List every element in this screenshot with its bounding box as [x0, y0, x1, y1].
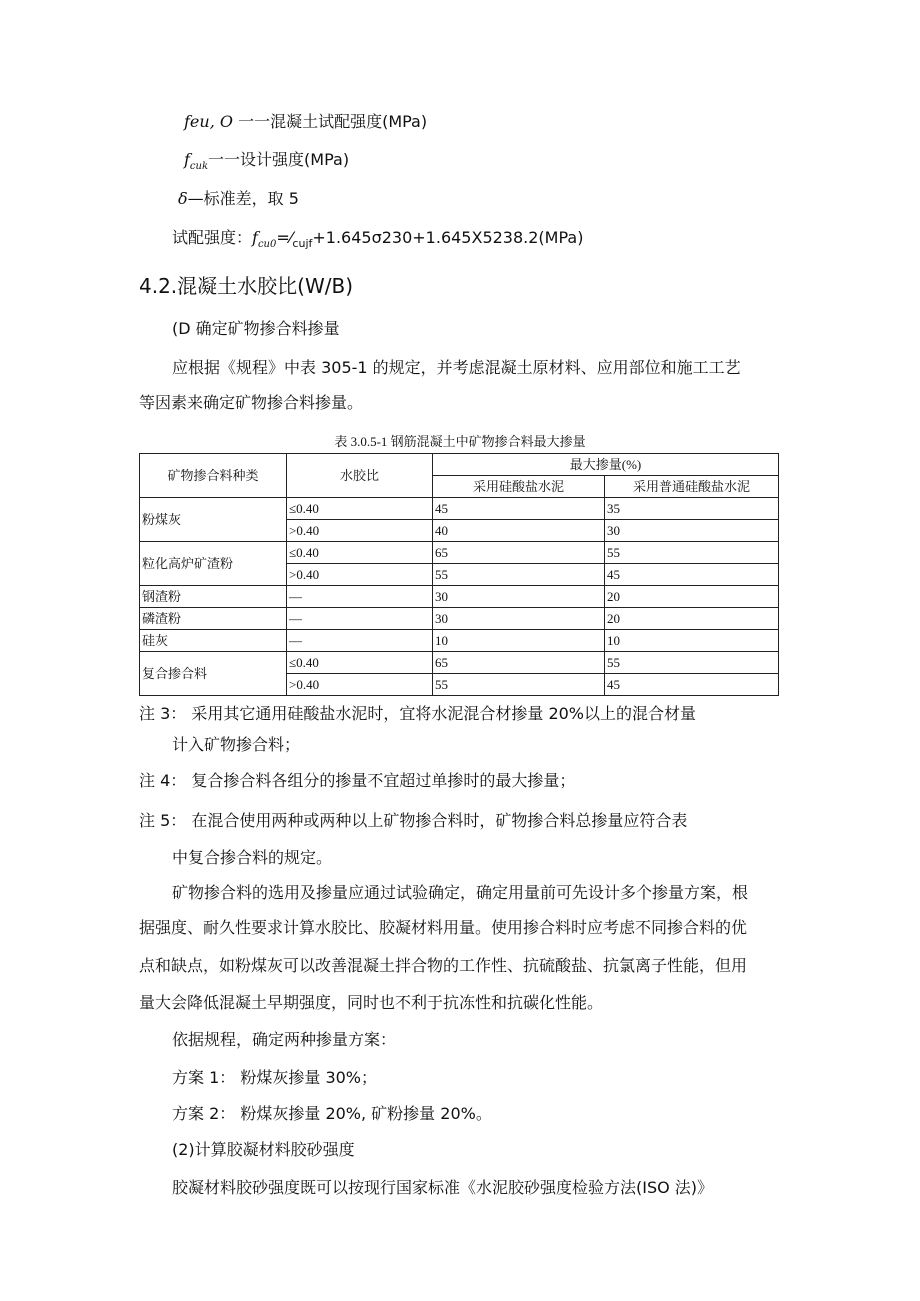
table-cell: >0.40 [287, 674, 433, 696]
table-row [140, 542, 779, 564]
table-cell: 45 [605, 564, 779, 586]
table-cell: >0.40 [287, 564, 433, 586]
table-cell: — [287, 586, 433, 608]
note-4: 注 4： 复合掺合料各组分的掺量不宜超过单掺时的最大掺量； [139, 771, 576, 790]
table-row [140, 608, 779, 630]
table-cell: ≤0.40 [287, 498, 433, 520]
table-row [140, 652, 779, 674]
table-cell: 10 [433, 630, 605, 652]
plan-2: 方案 2： 粉煤灰掺量 20%, 矿粉掺量 20%。 [172, 1104, 492, 1123]
table-cell: — [287, 608, 433, 630]
note-3-cont: 计入矿物掺合料； [172, 735, 301, 754]
paragraph: 量大会降低混凝土早期强度，同时也不利于抗冻性和抗碳化性能。 [139, 993, 604, 1012]
table-cell: 粉煤灰 [140, 498, 287, 542]
text: +1.645σ230+1.645X5238.2(MPa) [312, 228, 584, 247]
table-row [140, 498, 779, 520]
text: =⁄ [276, 228, 293, 247]
plan-1: 方案 1： 粉煤灰掺量 30%； [172, 1068, 378, 1087]
table-cell: 65 [433, 542, 605, 564]
table-cell: 钢渣粉 [140, 586, 287, 608]
table-cell: — [287, 630, 433, 652]
paragraph: 点和缺点，如粉煤灰可以改善混凝土拌合物的工作性、抗硫酸盐、抗氯离子性能，但用 [139, 956, 748, 975]
table-cell: 30 [433, 586, 605, 608]
table-cell: ≤0.40 [287, 652, 433, 674]
table-cell: >0.40 [287, 520, 433, 542]
table-cell: 粒化高炉矿渣粉 [140, 542, 287, 586]
table-cell: 硅灰 [140, 630, 287, 652]
table-cell: 磷渣粉 [140, 608, 287, 630]
table-cell: 65 [433, 652, 605, 674]
def-fcuk [184, 150, 349, 177]
table-cell: 20 [605, 608, 779, 630]
table-cell: 20 [605, 586, 779, 608]
table-cell: 10 [605, 630, 779, 652]
table-cell: 55 [605, 542, 779, 564]
def-delta [178, 189, 299, 209]
table-row [140, 586, 779, 608]
text: 一一设计强度(MPa) [208, 150, 350, 169]
note-5: 注 5： 在混合使用两种或两种以上矿物掺合料时，矿物掺合料总掺量应符合表 [139, 811, 688, 830]
header-max: 最大掺量(%) [433, 454, 779, 476]
table-cell: 30 [433, 608, 605, 630]
table-row [140, 630, 779, 652]
symbol: f [252, 228, 258, 247]
def-fcu0 [184, 112, 427, 132]
section-heading: 4.2.混凝土水胶比(W/B) [139, 274, 354, 298]
paragraph: 据强度、耐久性要求计算水胶比、胶凝材料用量。使用掺合料时应考虑不同掺合料的优 [139, 918, 748, 937]
label: 试配强度： [172, 228, 253, 247]
symbol: δ [178, 189, 188, 208]
table-cell: 45 [605, 674, 779, 696]
admixture-table [139, 453, 779, 696]
table-cell: 55 [433, 564, 605, 586]
header-type: 矿物掺合料种类 [140, 454, 287, 498]
note-5-cont: 中复合掺合料的规定。 [172, 848, 333, 867]
table-cell: 30 [605, 520, 779, 542]
subscript: cuk [189, 161, 209, 173]
table-cell: ≤0.40 [287, 542, 433, 564]
text: —标准差，取 5 [187, 189, 299, 208]
trial-strength-formula [172, 228, 583, 255]
paragraph: 应根据《规程》中表 305-1 的规定，并考虑混凝土原材料、应用部位和施工工艺 [172, 358, 741, 377]
header-c1: 采用硅酸盐水泥 [433, 476, 605, 498]
subscript: cu0 [257, 239, 277, 251]
table-cell: 35 [605, 498, 779, 520]
paragraph: 依据规程，确定两种掺量方案： [172, 1030, 397, 1049]
table-cell: 40 [433, 520, 605, 542]
table-cell: 55 [605, 652, 779, 674]
table-cell: 复合掺合料 [140, 652, 287, 696]
subscript: cujf [292, 237, 313, 251]
header-wb: 水胶比 [287, 454, 433, 498]
paragraph: 等因素来确定矿物掺合料掺量。 [139, 393, 364, 412]
symbol: f [184, 150, 190, 169]
table-cell: 45 [433, 498, 605, 520]
step-1: (D 确定矿物掺合料掺量 [172, 319, 340, 338]
text: 一一混凝土试配强度(MPa) [232, 112, 428, 131]
header-c2: 采用普通硅酸盐水泥 [605, 476, 779, 498]
table-cell: 55 [433, 674, 605, 696]
note-3: 注 3： 采用其它通用硅酸盐水泥时，宜将水泥混合材掺量 20%以上的混合材量 [139, 704, 697, 723]
step-2: (2)计算胶凝材料胶砂强度 [172, 1140, 355, 1159]
paragraph: 矿物掺合料的选用及掺量应通过试验确定，确定用量前可先设计多个掺量方案，根 [172, 883, 749, 902]
table-caption: 表 3.0.5-1 钢筋混凝土中矿物掺合料最大掺量 [334, 434, 586, 449]
paragraph: 胶凝材料胶砂强度既可以按现行国家标准《水泥胶砂强度检验方法(ISO 法)》 [172, 1178, 714, 1197]
symbol: feu, O [184, 112, 233, 131]
